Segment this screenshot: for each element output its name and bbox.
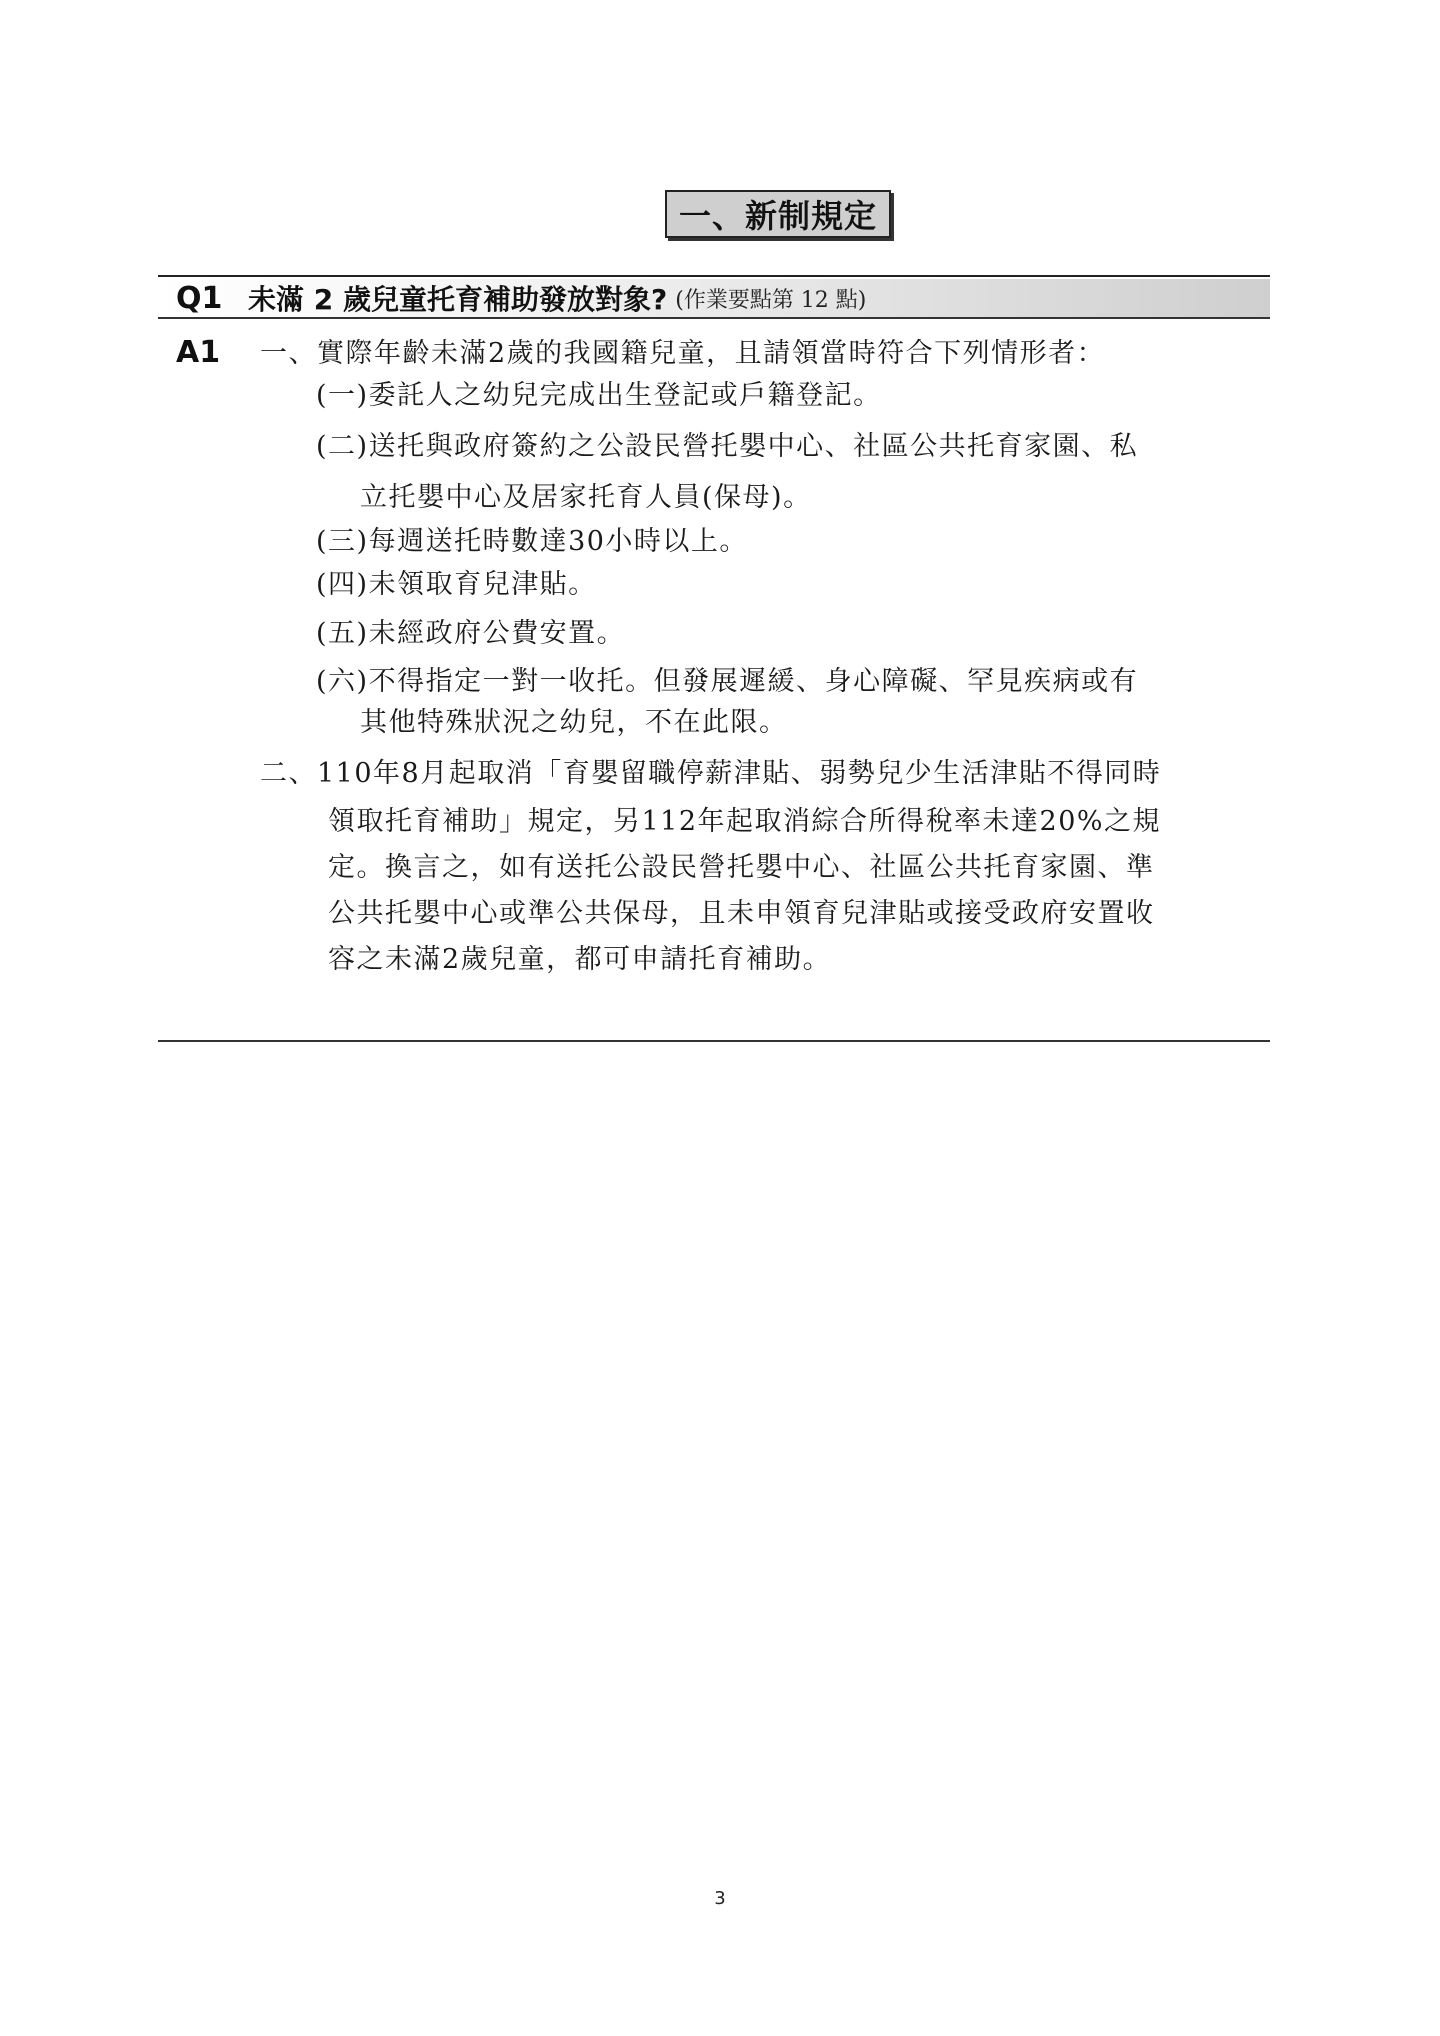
answer-item-2-cont-2: 定。換言之，如有送托公設民營托嬰中心、社區公共托育家園、準: [328, 852, 1155, 883]
answer-item-2-cont-4: 容之未滿2歲兒童，都可申請托育補助。: [328, 944, 832, 975]
section-title: 一、新制規定: [665, 190, 891, 238]
answer-subitem-6-cont: 其他特殊狀況之幼兒，不在此限。: [360, 707, 788, 738]
bottom-rule: [158, 1040, 1270, 1042]
answer-label: A1: [176, 335, 221, 370]
answer-subitem-4: (四)未領取育兒津貼。: [316, 569, 597, 600]
answer-item-2-cont-1: 領取托育補助」規定，另112年起取消綜合所得稅率未達20%之規: [328, 806, 1162, 837]
question-reference: (作業要點第 12 點): [675, 287, 867, 313]
answer-subitem-6: (六)不得指定一對一收托。但發展遲緩、身心障礙、罕見疾病或有: [316, 666, 1139, 697]
answer-item-1: 一、實際年齡未滿2歲的我國籍兒童，且請領當時符合下列情形者：: [260, 338, 1106, 369]
page-number: 3: [714, 1888, 726, 1909]
answer-item-2-cont-3: 公共托嬰中心或準公共保母，且未申領育兒津貼或接受政府安置收: [328, 898, 1155, 929]
answer-item-2: 二、110年8月起取消「育嬰留職停薪津貼、弱勢兒少生活津貼不得同時: [260, 758, 1162, 789]
answer-subitem-2-cont: 立托嬰中心及居家托育人員(保母)。: [360, 482, 812, 513]
answer-subitem-5: (五)未經政府公費安置。: [316, 618, 626, 649]
answer-subitem-2: (二)送托與政府簽約之公設民營托嬰中心、社區公共托育家園、私: [316, 431, 1139, 462]
answer-subitem-3: (三)每週送托時數達30小時以上。: [316, 526, 748, 557]
question-label: Q1: [176, 280, 223, 316]
answer-subitem-1: (一)委託人之幼兒完成出生登記或戶籍登記。: [316, 380, 882, 411]
question-top-rule: [158, 275, 1270, 277]
question-bar: [158, 279, 1270, 319]
question-text: 未滿 2 歲兒童托育補助發放對象?: [248, 283, 668, 316]
